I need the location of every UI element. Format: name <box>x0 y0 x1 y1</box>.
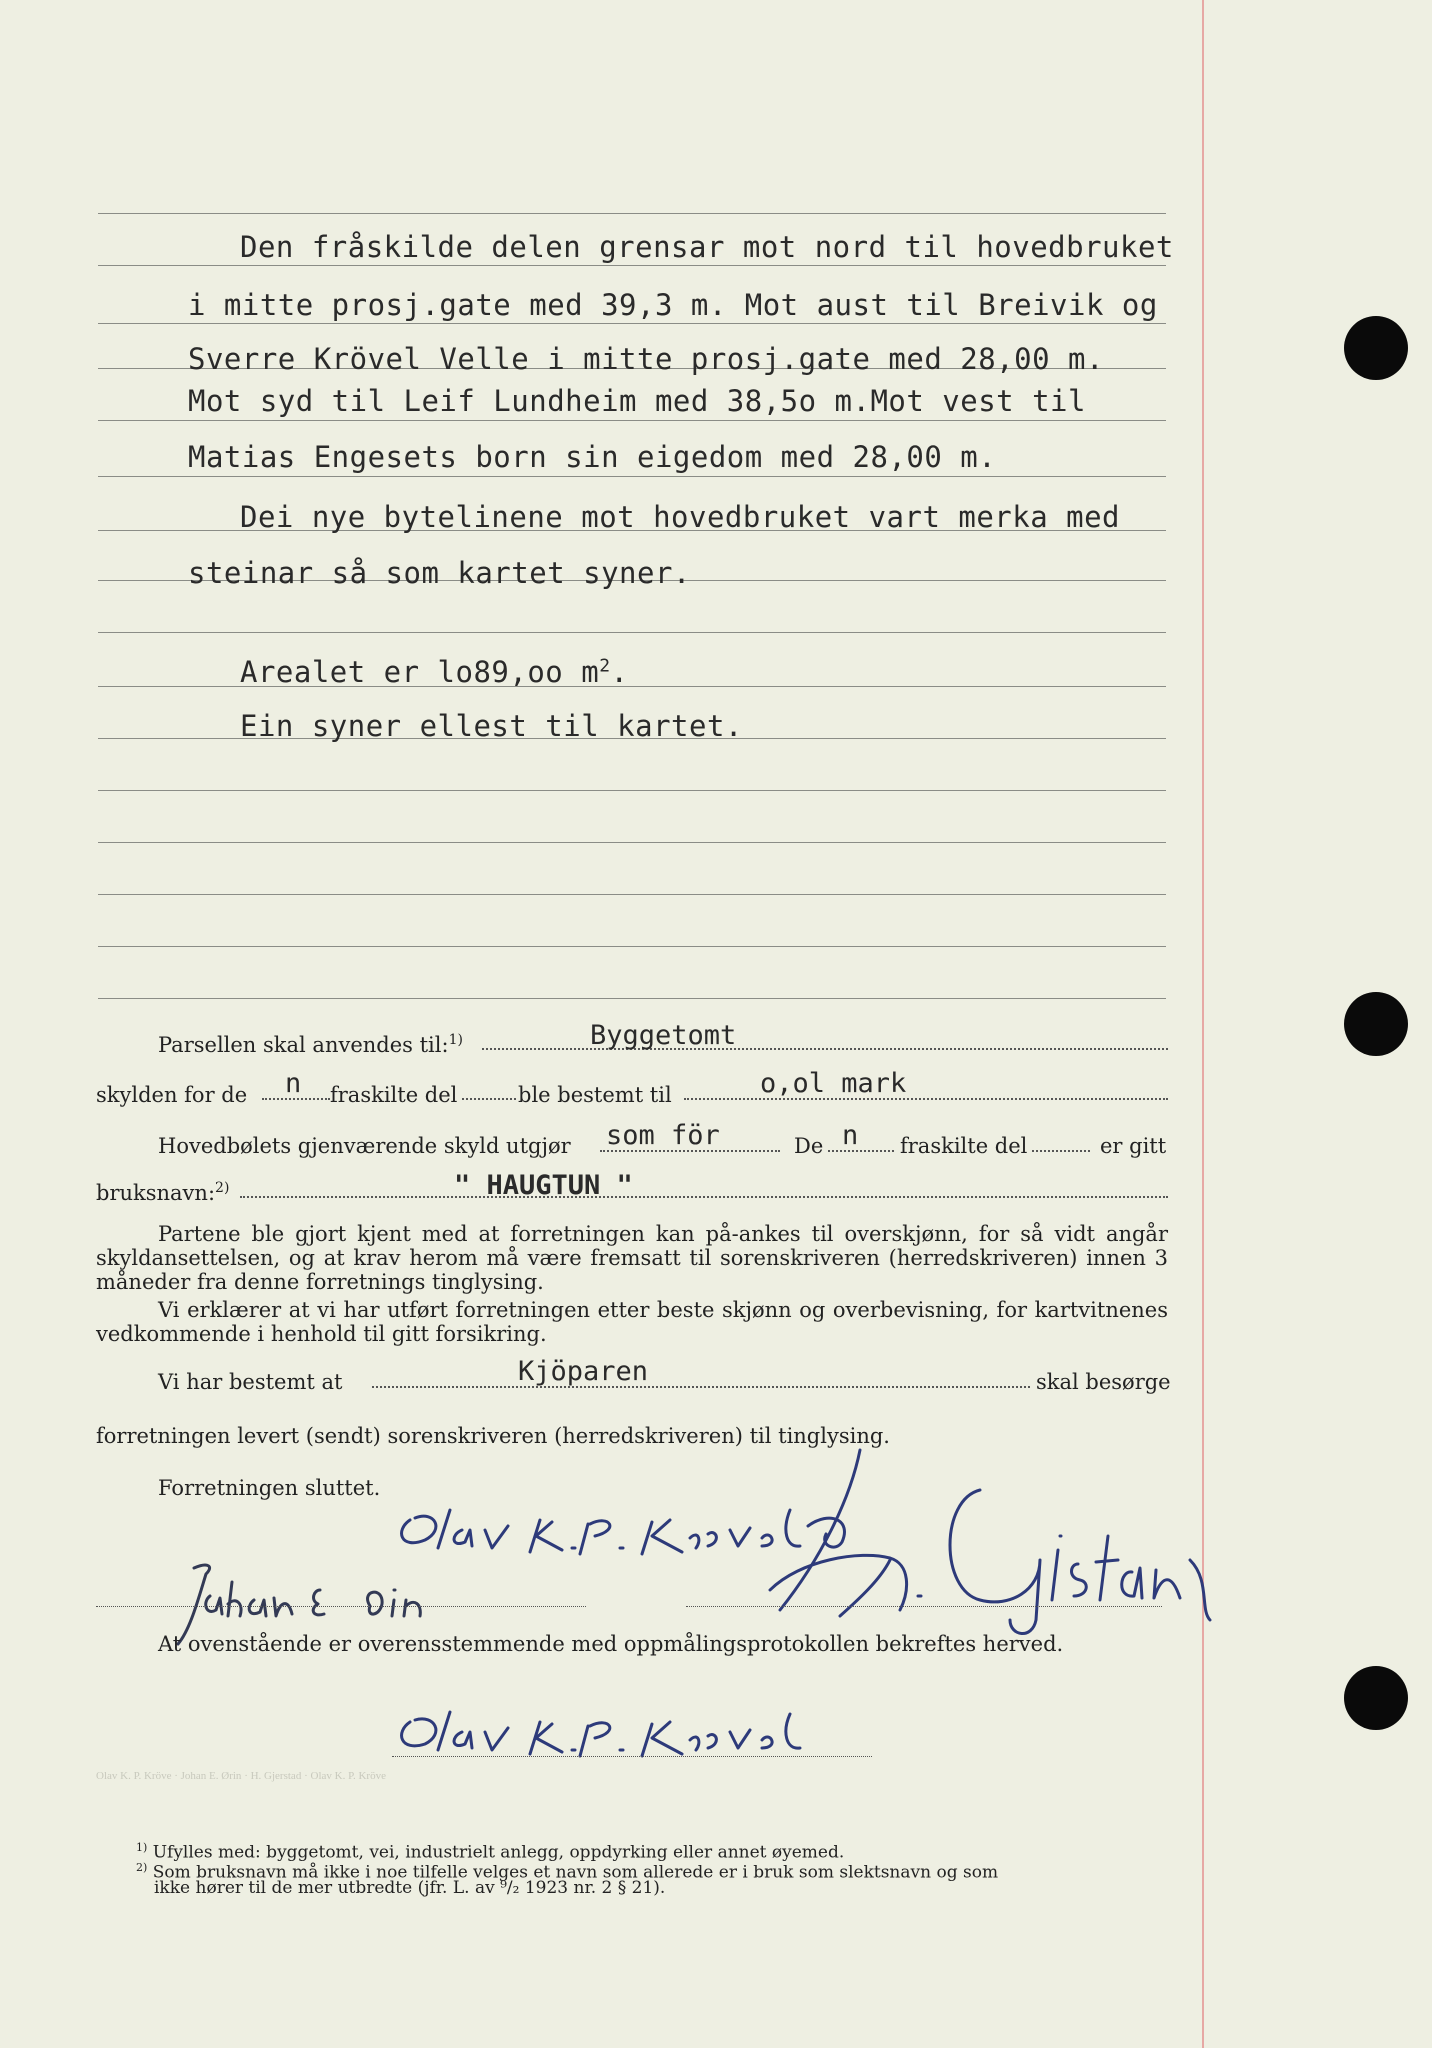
appeal-paragraph: Partene ble gjort kjent med at forretningen kan på-ankes til overskjønn, for så vidt angår skyldansettelsen, og at krav herom må være fremsatt til sorenskriveren (herredskriveren) innen 3 måneder fra denne forretnings tinglysing. <box>96 1222 1168 1294</box>
footnote-2: $^{2)}$ Som bruksnavn må ikke i noe tilfelle velges et navn som allerede er i bruk som slektsnavn og som <box>136 1861 999 1883</box>
main-label: Hovedbølets gjenværende skyld utgjør <box>158 1134 571 1158</box>
red-margin-line <box>1202 0 1204 2048</box>
skyld-label-c: ble bestemt til <box>518 1083 672 1107</box>
attest-signature-line <box>392 1756 872 1757</box>
punch-hole-top <box>1344 316 1408 380</box>
footnote-2-cont: ikke hører til de mer utbredte (jfr. L. av ⁹/₂ 1923 nr. 2 § 21). <box>154 1878 666 1898</box>
signature-captions: Olav K. P. Kröve · Johan E. Ørin · H. Gjerstad · Olav K. P. Kröve <box>96 1770 386 1782</box>
ruled-line <box>98 946 1166 947</box>
signature-line-left <box>96 1606 586 1607</box>
caption-olav-1: Olav K. P. Kröve <box>96 1770 172 1782</box>
area-period: . <box>610 655 629 689</box>
area-line <box>240 655 629 689</box>
description-line: Den fråskilde delen grensar mot nord til hovedbruket <box>240 230 1174 264</box>
main-de: De <box>794 1134 824 1158</box>
caption-gisvold: H. Gjerstad <box>250 1770 302 1782</box>
name-value: " HAUGTUN " <box>454 1170 633 1201</box>
description-line: i mitte prosj.gate med 39,3 m. Mot aust til Breivik og <box>188 288 1158 322</box>
name-dotted-line <box>240 1196 1168 1198</box>
ruled-line <box>98 790 1166 791</box>
besorge-dotted-line <box>372 1386 1030 1388</box>
ruled-line <box>98 323 1166 324</box>
use-value: Byggetomt <box>590 1020 737 1051</box>
use-label: Parsellen skal anvendes til:$^{1)}$ <box>158 1032 463 1057</box>
signature-gjerstad <box>740 1440 1220 1640</box>
besorge-label-a: Vi har bestemt at <box>158 1370 343 1394</box>
description-line: Mot syd til Leif Lundheim med 38,5o m.Mot vest til <box>188 384 1086 418</box>
footnote-1: $^{1)}$ Ufylles med: byggetomt, vei, industrielt anlegg, oppdyrking eller annet øyemed. <box>136 1841 845 1863</box>
skyld-suffix-n: n <box>285 1068 302 1099</box>
main-dots-2 <box>828 1150 894 1152</box>
name-label: bruksnavn:$^{2)}$ <box>96 1180 230 1205</box>
ruled-line <box>98 213 1166 214</box>
main-dots-3 <box>1032 1150 1090 1152</box>
description-line: Ein syner ellest til kartet. <box>240 709 743 743</box>
levert-line: forretningen levert (sendt) sorenskriveren (herredskriveren) til tinglysing. <box>96 1424 890 1448</box>
main-gitt: er gitt <box>1100 1134 1167 1158</box>
use-dotted-line <box>482 1048 1168 1050</box>
besorge-value: Kjöparen <box>518 1356 649 1387</box>
skyld-label-a: skylden for de <box>96 1083 248 1107</box>
skyld-value: o,ol mark <box>760 1068 907 1099</box>
description-line: Dei nye bytelinene mot hovedbruket vart merka med <box>240 500 1121 534</box>
punch-hole-middle <box>1344 992 1408 1056</box>
ruled-line <box>98 842 1166 843</box>
attest-line: At ovenstående er overensstemmende med oppmålingsprotokollen bekreftes herved. <box>158 1632 1064 1656</box>
skyld-dots-2 <box>462 1098 516 1100</box>
ruled-line <box>98 632 1166 633</box>
main-fraskilte: fraskilte del <box>900 1134 1028 1158</box>
declaration-paragraph: Vi erklærer at vi har utført forretningen etter beste skjønn og overbevisning, for kartvitnenes vedkommende i henhold til gitt forsikring. <box>96 1298 1168 1346</box>
ruled-line <box>98 894 1166 895</box>
punch-hole-bottom <box>1344 1666 1408 1730</box>
caption-johan: Johan E. Ørin <box>180 1770 242 1782</box>
ruled-line <box>98 998 1166 999</box>
description-line: Matias Engesets born sin eigedom med 28,00 m. <box>188 440 997 474</box>
signature-line-right <box>686 1606 1162 1607</box>
description-line: Sverre Krövel Velle i mitte prosj.gate med 28,00 m. <box>188 342 1104 376</box>
skyld-label-b: fraskilte del <box>330 1083 458 1107</box>
description-line: steinar så som kartet syner. <box>188 556 691 590</box>
sluttet-line: Forretningen sluttet. <box>158 1476 381 1500</box>
ruled-line <box>98 476 1166 477</box>
ruled-line <box>98 420 1166 421</box>
area-superscript: 2 <box>599 655 611 677</box>
skyld-dots-3 <box>684 1098 1168 1100</box>
area-text: Arealet er lo89,oo m <box>240 655 600 689</box>
main-n: n <box>842 1120 859 1151</box>
signature-olav-lower <box>390 1700 870 1760</box>
caption-olav-2: Olav K. P. Kröve <box>310 1770 386 1782</box>
besorge-label-b: skal besørge <box>1036 1370 1171 1394</box>
ruled-line <box>98 265 1166 266</box>
main-value: som för <box>606 1120 720 1151</box>
